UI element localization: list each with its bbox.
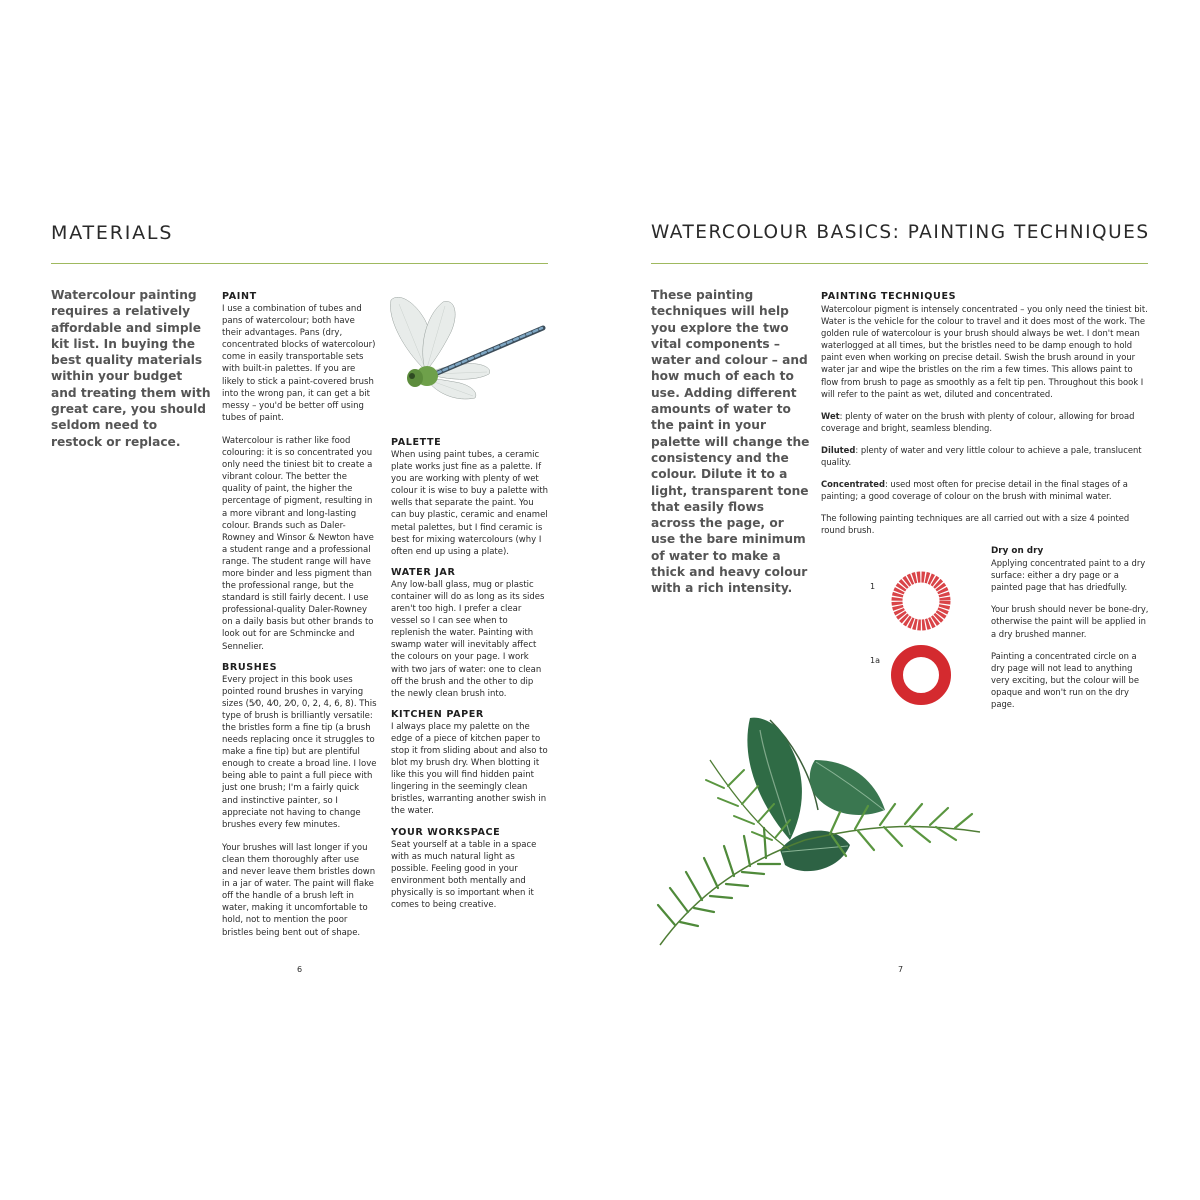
paint-paragraph-1: I use a combination of tubes and pans of watercolour; both have their advantages. Pans (dry, concentrated blocks of watercolour) come in easily transportable sets with built-in palettes. If you are likely to stick a paint-covered brush into the wrong pan, it can get a bit messy – you'd be better off using tubes of paint. xyxy=(222,304,376,423)
concentrated-definition xyxy=(821,478,1149,502)
page-number-right: 7 xyxy=(898,965,904,974)
diluted-definition xyxy=(821,444,1149,468)
workspace-paragraph: Seat yourself at a table in a space with as much natural light as possible. Feeling good in your environment both mentally and physically is so important when it comes to being creative. xyxy=(391,839,537,910)
concentrated-text: : used most often for precise detail in the final stages of a painting; a good coverage of colour on the brush with minimal water. xyxy=(821,479,1128,502)
diluted-term: Diluted xyxy=(821,444,856,455)
dry-on-dry-paragraph-2: Your brush should never be bone-dry, otherwise the paint will be applied in a dry brushed manner. xyxy=(991,604,1149,639)
heading-water-jar: WATER JAR xyxy=(391,566,456,578)
painting-techniques-block xyxy=(821,291,1149,547)
heading-dry-on-dry: Dry on dry xyxy=(991,546,1044,556)
heading-brushes: BRUSHES xyxy=(222,661,278,673)
heading-your-workspace: YOUR WORKSPACE xyxy=(391,826,501,838)
materials-column-2 xyxy=(391,437,549,911)
diluted-text: : plenty of water and very little colour to achieve a pale, translucent quality. xyxy=(821,444,1142,468)
dry-on-dry-block xyxy=(991,545,1151,720)
techniques-paragraph: Watercolour pigment is intensely concentrated – you only need the tiniest bit. Water is the vehicle for the colour to travel and it does most of the work. The golden rule of watercolour is your brush should always be wet. I don't mean waterlogged at all times, but the bristles need to be damp enough to hold paint even when working on precise detail. Swish the brush around in your water jar and wipe the bristles on the rim a few times. This allows paint to flow from brush to page as smoothly as a felt tip pen. Throughout this book I will refer to the paint as wet, diluted and concentrated. xyxy=(821,304,1148,399)
materials-column-1 xyxy=(222,291,377,939)
heading-painting-techniques: PAINTING TECHNIQUES xyxy=(821,291,957,302)
intro-text-materials: Watercolour painting requires a relatively affordable and simple kit list. In buying the best quality materials within your budget and treating them with great care, you should seldom need to restock or replace. xyxy=(51,288,211,449)
brushes-paragraph-2: Your brushes will last longer if you clean them thoroughly after use and never leave them bristles down in a jar of water. The paint will flake off the handle of a brush left in water, making it uncomfortable to hold, not to mention the poor bristles being bent out of shape. xyxy=(222,842,376,938)
water-jar-paragraph: Any low-ball glass, mug or plastic container will do as long as its sides aren't too high. I prefer a clear vessel so I can see when to replenish the water. Painting with swamp water will inevitably affect the colours on your page. I work with two jars of water: one to clean off the brush and the other to dip the newly clean brush into. xyxy=(391,579,545,699)
figure-label-1: 1 xyxy=(870,582,876,591)
dry-on-dry-paragraph-3: Painting a concentrated circle on a dry page will not lead to anything very exciting, but the colour will be opaque and won't run on the dry page. xyxy=(991,650,1140,710)
tropical-leaves-illustration xyxy=(640,700,990,950)
red-circle-dry-brush xyxy=(886,566,956,636)
heading-kitchen-paper: KITCHEN PAPER xyxy=(391,708,484,720)
page-title-techniques: WATERCOLOUR BASICS: PAINTING TECHNIQUES xyxy=(651,222,1150,243)
heading-paint: PAINT xyxy=(222,291,257,302)
wet-text: : plenty of water on the brush with plenty of colour, allowing for broad coverage and bright, seamless blending. xyxy=(821,410,1135,433)
kitchen-paper-paragraph: I always place my palette on the edge of a piece of kitchen paper to stop it from sliding about and also to blot my brush dry. When blotting it like this you will find hidden paint lingering in the seemingly clean bristles, warranting another swish in the water. xyxy=(391,721,548,817)
title-rule-right xyxy=(651,263,1148,264)
figure-label-1a: 1a xyxy=(870,656,880,665)
page-number-left: 6 xyxy=(297,965,303,974)
palette-paragraph: When using paint tubes, a ceramic plate works just fine as a palette. If you are working with plenty of wet colour it is wise to buy a palette with wells that separate the paint. You can buy plastic, ceramic and enamel metal palettes, but I find ceramic is best for mixing watercolours (why I often end up using a plate). xyxy=(391,450,549,557)
wet-definition xyxy=(821,410,1149,434)
intro-text-techniques: These painting techniques will help you explore the two vital components – water and colour – and how much of each to use. Adding different amounts of water to the paint in your palette will change the consistency and the colour. Dilute it to a light, transparent tone that easily flows across the page, or use the bare minimum of water to make a thick and heavy colour with a rich intensity. xyxy=(651,288,810,596)
wet-term: Wet xyxy=(821,410,840,421)
dragonfly-illustration xyxy=(385,290,550,410)
paint-paragraph-2: Watercolour is rather like food colouring: it is so concentrated you only need the tiniest bit to create a vibrant colour. The better the quality of paint, the higher the percentage of pigment, resulting in a more vibrant and long-lasting colour. Brands such as Daler-Rowney and Winsor & Newton have a student range and a professional range. The student range will have more binder and less pigment than the professional range, but the standard is still fairly decent. I use professional-quality Daler-Rowney on a daily basis but other brands to look out for are Schmincke and Sennelier. xyxy=(222,435,374,652)
concentrated-term: Concentrated xyxy=(821,479,885,490)
dry-on-dry-paragraph-1: Applying concentrated paint to a dry surface: either a dry page or a painted page that has driedfully. xyxy=(991,558,1146,593)
techniques-closing: The following painting techniques are all carried out with a size 4 pointed round brush. xyxy=(821,513,1130,536)
page-title-materials: MATERIALS xyxy=(51,222,174,244)
heading-palette: PALETTE xyxy=(391,437,442,448)
title-rule-left xyxy=(51,263,548,264)
brushes-paragraph-1: Every project in this book uses pointed round brushes in varying sizes (5⁄0, 4⁄0, 2⁄0, 0, 2, 4, 6, 8). This type of brush is brilliantly versatile: the bristles form a fine tip (a brush needs replacing once it struggles to make a fine tip) but are plentiful enough to create a broad line. I love being able to paint a full piece with just one brush; I'm a fairly quick and instinctive painter, so I appreciate not having to change brushes every few minutes. xyxy=(222,674,377,830)
